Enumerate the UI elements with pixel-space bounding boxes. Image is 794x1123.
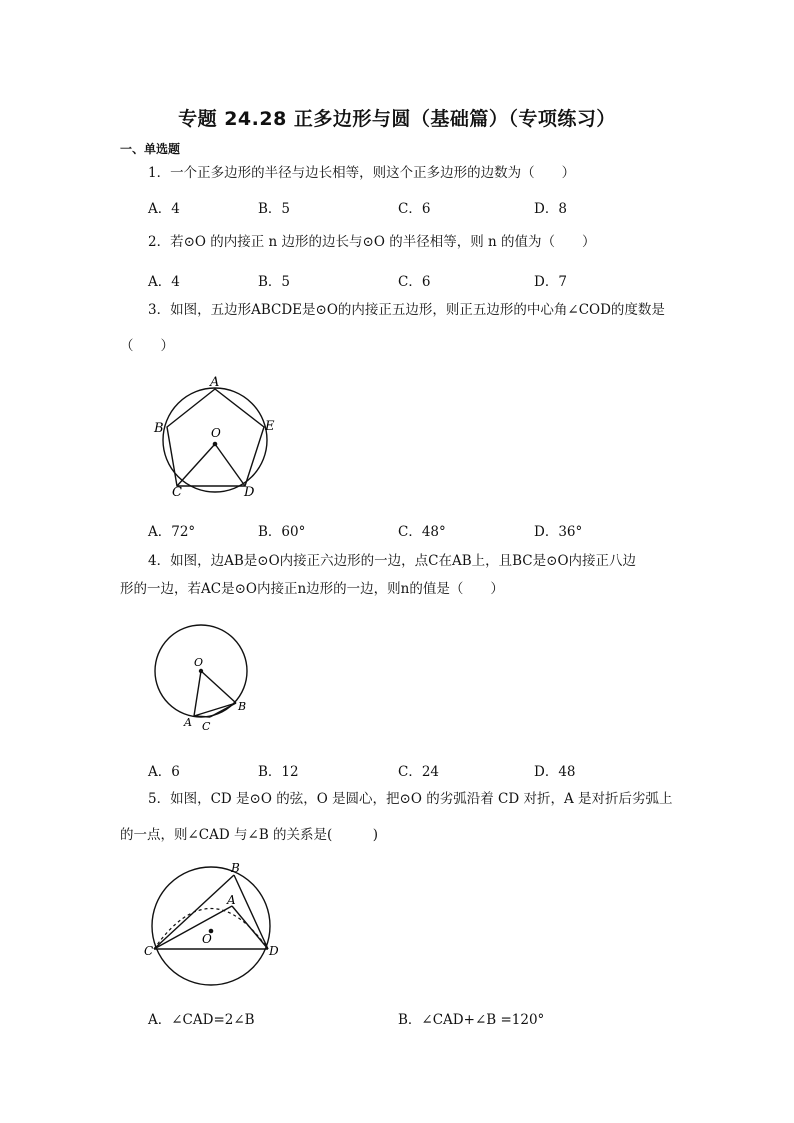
question-3-text-line2: （ ） <box>120 338 174 354</box>
choice-b: B．12 <box>258 764 299 780</box>
question-1-choices <box>148 197 688 217</box>
circle-o <box>163 388 267 492</box>
question-5-text-line1: 5．如图，CD 是⊙O 的弦，O 是圆心，把⊙O 的劣弧沿着 CD 对折，A 是对折后劣弧上 <box>148 791 673 807</box>
label-a: A <box>210 375 220 390</box>
choice-a: A．72° <box>148 524 196 540</box>
folded-arc-figure <box>140 858 290 990</box>
label-o: O <box>202 932 212 946</box>
label-a: A <box>227 893 236 907</box>
label-a: A <box>184 716 192 729</box>
question-5-text-line2: 的一点，则∠CAD 与∠B 的关系是( ) <box>120 827 379 843</box>
question-3-choices <box>148 520 688 540</box>
segment-oc <box>177 444 215 486</box>
label-b: B <box>238 700 247 713</box>
label-d: D <box>269 944 279 958</box>
question-5-choices <box>148 1008 688 1028</box>
choice-a: A．6 <box>148 764 180 780</box>
center-point <box>199 669 203 673</box>
label-c: C <box>172 485 182 500</box>
choice-a: A．4 <box>148 201 180 217</box>
choice-d: D．7 <box>534 274 567 290</box>
choice-d: D．36° <box>534 524 583 540</box>
segment-ad <box>232 906 268 949</box>
label-e: E <box>265 419 275 434</box>
choice-d: D．8 <box>534 201 567 217</box>
pentagon-figure <box>148 374 280 500</box>
choice-c: C．6 <box>398 274 431 290</box>
choice-d: D．48 <box>534 764 576 780</box>
choice-c: C．24 <box>398 764 440 780</box>
center-point <box>213 442 218 447</box>
segment-bd <box>234 875 268 949</box>
question-4-text-line2: 形的一边，若AC是⊙O内接正n边形的一边，则n的值是（ ） <box>120 581 504 597</box>
question-5 <box>120 786 680 848</box>
label-b: B <box>231 861 240 875</box>
label-c: C <box>144 944 154 958</box>
question-2-text: 2．若⊙O 的内接正 n 边形的边长与⊙O 的半径相等，则 n 的值为（ ） <box>148 234 596 250</box>
choice-b: B．∠CAD+∠B =120° <box>398 1012 545 1028</box>
choice-b: B．60° <box>258 524 306 540</box>
question-1-text: 1．一个正多边形的半径与边长相等，则这个正多边形的边数为（ ） <box>148 165 576 181</box>
choice-b: B．5 <box>258 274 291 290</box>
page-title: 专题 24.28 正多边形与圆（基础篇）（专项练习） <box>178 108 616 130</box>
choice-c: C．48° <box>398 524 446 540</box>
segment-oa <box>194 671 201 716</box>
hexagon-octagon-figure <box>148 620 268 736</box>
label-o: O <box>194 656 204 669</box>
question-4-choices <box>148 760 688 780</box>
segment-od <box>215 444 245 486</box>
segment-ac <box>194 716 210 717</box>
choice-a: A．4 <box>148 274 180 290</box>
choice-c: C．6 <box>398 201 431 217</box>
question-2 <box>120 229 680 255</box>
choice-b: B．5 <box>258 201 291 217</box>
question-3 <box>120 297 680 359</box>
circle-o <box>152 867 270 985</box>
label-c: C <box>202 720 211 733</box>
question-4-text-line1: 4．如图，边AB是⊙O内接正六边形的一边，点C在AB上，且BC是⊙O内接正八边 <box>148 553 637 569</box>
choice-a: A．∠CAD=2∠B <box>148 1012 255 1028</box>
question-1 <box>120 160 680 186</box>
segment-ob <box>201 671 236 703</box>
section-heading: 一、单选题 <box>120 142 181 156</box>
label-d: D <box>244 485 255 500</box>
label-o: O <box>211 426 221 440</box>
question-4 <box>120 548 680 602</box>
question-3-text-line1: 3．如图，五边形ABCDE是⊙O的内接正五边形，则正五边形的中心角∠COD的度数是 <box>148 302 665 318</box>
question-2-choices <box>148 270 688 290</box>
label-b: B <box>154 421 164 436</box>
